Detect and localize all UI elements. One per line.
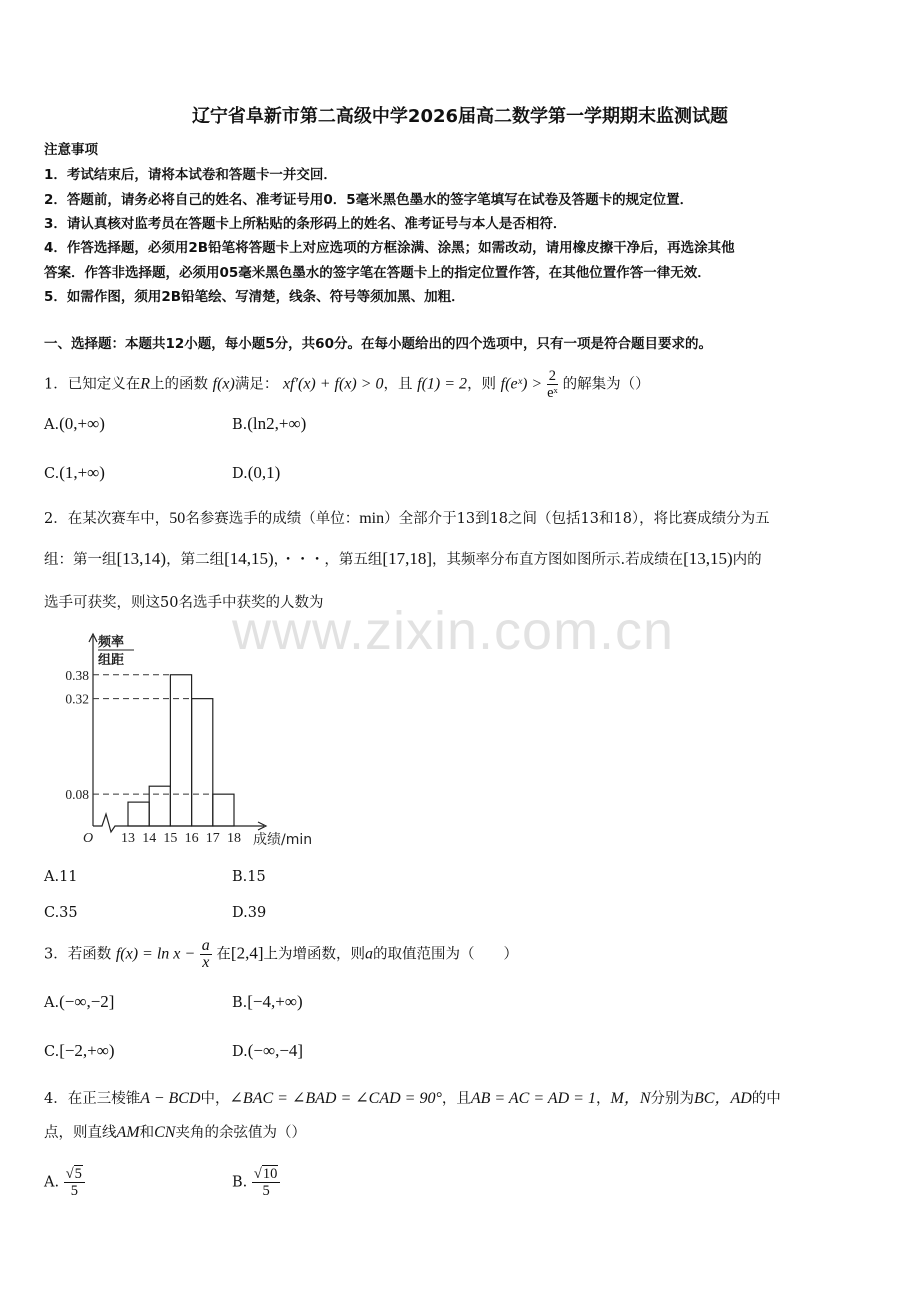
option-b[interactable]: B.(ln2,+∞) <box>232 414 307 433</box>
option-d[interactable]: D.39 <box>232 905 267 921</box>
option-c[interactable]: C.35 <box>44 905 78 921</box>
page-title: 辽宁省阜新市第二高级中学2026届高二数学第一学期期末监测试题 <box>191 106 729 127</box>
histogram-bar <box>128 802 149 826</box>
option-b[interactable]: B.[−4,+∞) <box>232 992 303 1011</box>
option-a[interactable]: A. $\frac{√5}{5}$ <box>44 1166 85 1199</box>
y-tick-label: 0.38 <box>65 667 89 683</box>
note-item: 1．考试结束后，请将本试卷和答题卡一并交回． <box>44 167 337 183</box>
option-a[interactable]: A.(0,+∞) <box>44 414 105 433</box>
option-d[interactable]: D.(−∞,−4] <box>232 1041 304 1060</box>
note-item: 5．如需作图，须用2B铅笔绘、写清楚，线条、符号等须加黑、加粗． <box>44 289 465 305</box>
x-tick-label: 14 <box>142 831 157 846</box>
option-b[interactable]: B. $\frac{√10}{5}$ <box>232 1166 280 1199</box>
histogram-bar <box>170 675 191 826</box>
origin-label: O <box>83 831 94 846</box>
note-item: 3．请认真核对监考员在答题卡上所粘贴的条形码上的姓名、准考证号与本人是否相符． <box>44 216 567 232</box>
option-a[interactable]: A.11 <box>44 869 78 885</box>
option-c[interactable]: C.[−2,+∞) <box>44 1041 115 1060</box>
section-heading: 一、选择题：本题共12小题，每小题5分，共60分。在每小题给出的四个选项中，只有一项是符合题目要求的。 <box>44 336 712 352</box>
histogram-bar <box>192 699 213 826</box>
frequency-histogram <box>50 628 340 850</box>
histogram-bar <box>149 786 170 826</box>
y-tick-label: 0.32 <box>65 691 89 707</box>
histogram-bar <box>213 794 234 826</box>
x-tick-label: 15 <box>163 831 178 846</box>
option-d[interactable]: D.(0,1) <box>232 463 281 482</box>
note-item: 答案．作答非选择题，必须用05毫米黑色墨水的签字笔在答题卡上的指定位置作答，在其他位置作答一律无效． <box>44 265 711 281</box>
watermark: www.zixin.com.cn <box>232 601 675 661</box>
y-tick-label: 0.08 <box>65 787 89 803</box>
question-3-stem: 3．若函数 f(x) = ln x − $\frac{a}{x}$ 在[2,4]上为增函数，则a的取值范围为（ ） <box>44 937 518 971</box>
question-4-line1: 4．在正三棱锥A − BCD中，∠BAC = ∠BAD = ∠CAD = 90°，且AB = AC = AD = 1，M，N分别为BC，AD的中 <box>44 1090 781 1107</box>
question-4-line2: 点，则直线AM和CN夹角的余弦值为（） <box>44 1124 306 1141</box>
notes-heading: 注意事项 <box>44 142 98 158</box>
fraction: $\frac{2}{\text{eˣ}}$ <box>547 368 558 401</box>
fraction: $\frac{√10}{5}$ <box>252 1166 280 1199</box>
x-axis-label: 成绩/min <box>253 832 313 848</box>
y-axis-label-bottom: 组距 <box>98 653 125 668</box>
x-tick-label: 13 <box>121 831 135 846</box>
question-2-line1: 2．在某次赛车中，50名参赛选手的成绩（单位：min）全部介于13到18之间（包括13和18），将比赛成绩分为五 <box>44 510 770 527</box>
option-a[interactable]: A.(−∞,−2] <box>44 992 115 1011</box>
question-2-line3: 选手可获奖，则这50名选手中获奖的人数为 <box>44 595 324 611</box>
fraction: $\frac{a}{x}$ <box>201 937 210 971</box>
question-1-stem: 1．已知定义在R上的函数 f(x)满足： xf′(x) + f(x) > 0，且 f(1) = 2，则 f(eˣ) > $\frac{2}{\text{eˣ}}$ 的解集为（） <box>44 368 650 401</box>
option-c[interactable]: C.(1,+∞) <box>44 463 105 482</box>
x-tick-label: 16 <box>184 831 199 846</box>
question-2-line2: 组：第一组[13,14)，第二组[14,15)，・・・，第五组[17,18]，其频率分布直方图如图所示.若成绩在[13,15)内的 <box>44 549 762 568</box>
note-item: 4．作答选择题，必须用2B铅笔将答题卡上对应选项的方框涂满、涂黑；如需改动，请用橡皮擦干净后，再选涂其他 <box>44 240 735 256</box>
x-tick-label: 17 <box>205 831 220 846</box>
x-axis <box>93 814 264 832</box>
note-item: 2．答题前，请务必将自己的姓名、准考证号用0．5毫米黑色墨水的签字笔填写在试卷及答题卡的规定位置． <box>44 192 694 208</box>
x-tick-label: 18 <box>227 831 241 846</box>
y-axis-label-top: 频率 <box>98 635 125 650</box>
option-b[interactable]: B.15 <box>232 869 266 885</box>
fraction: $\frac{√5}{5}$ <box>64 1166 85 1199</box>
